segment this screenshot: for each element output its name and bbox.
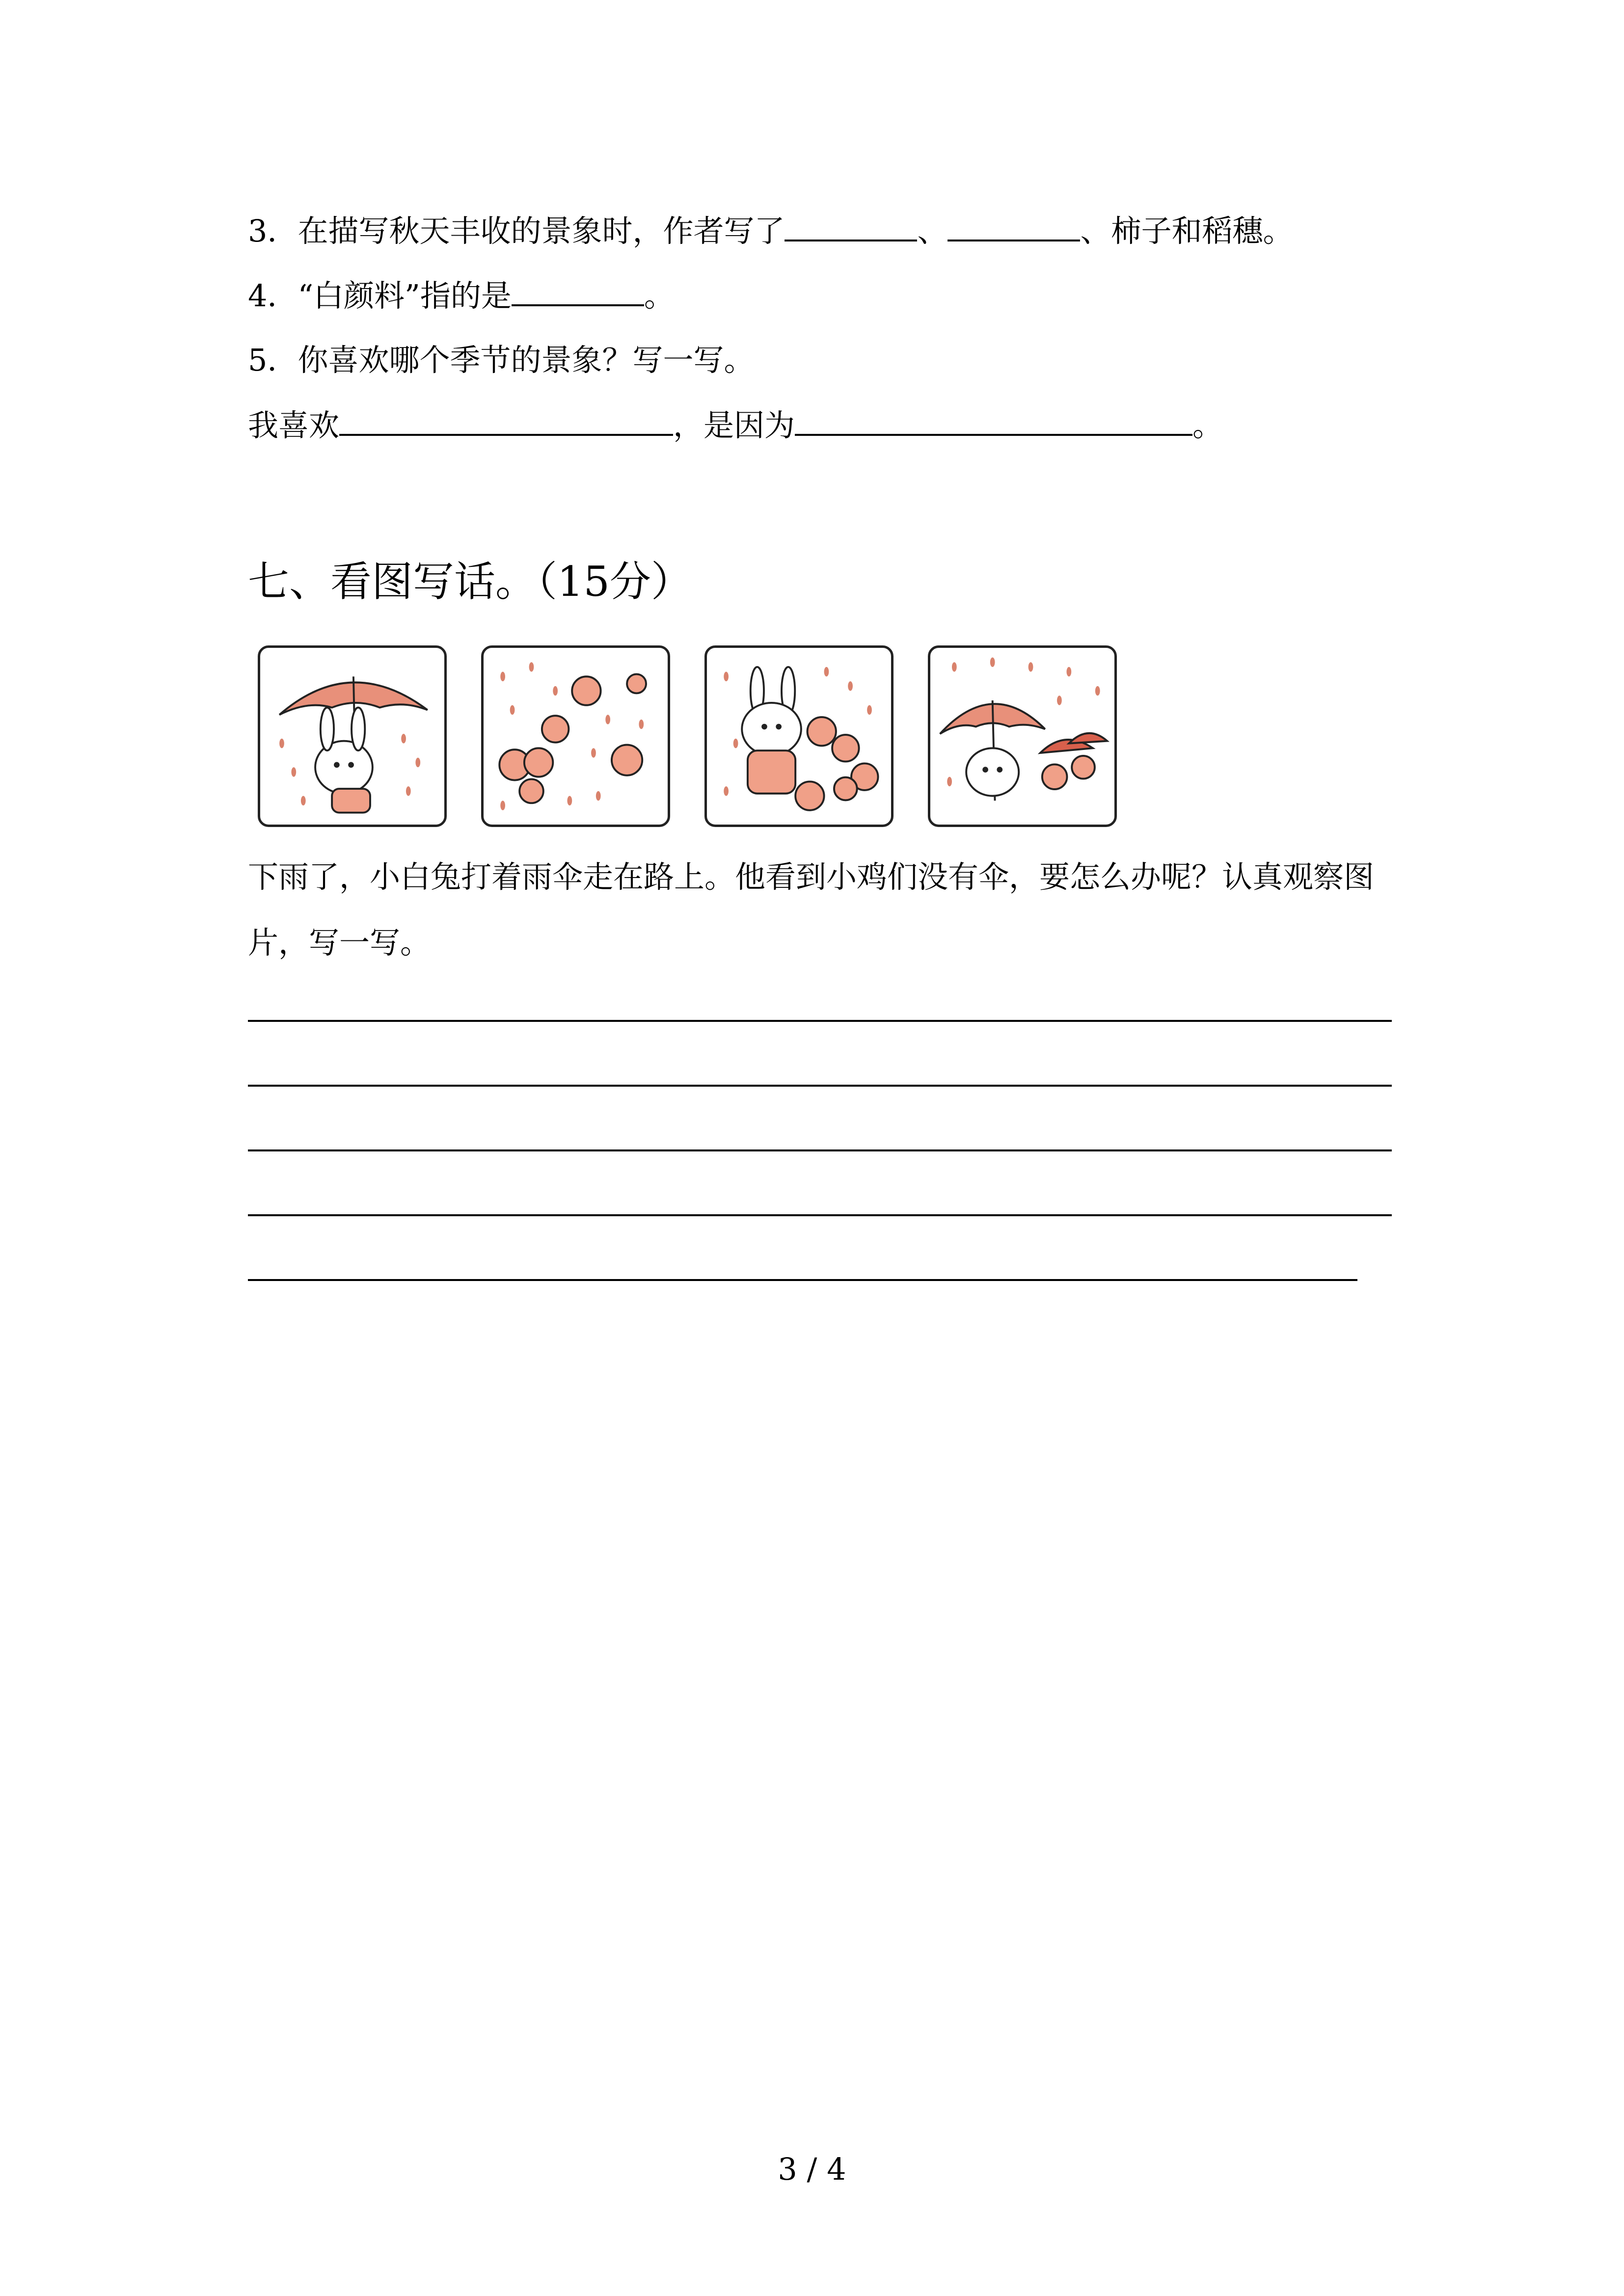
question-5-answer xyxy=(248,405,1223,445)
rabbit-and-chicks-under-mushrooms-illustration xyxy=(930,648,1114,825)
writing-prompt: 下雨了，小白兔打着雨伞走在路上。他看到小鸡们没有伞，要怎么办呢？认真观察图片，写一写。 xyxy=(248,859,1375,961)
answer-mid-label: ，是因为 xyxy=(673,407,795,443)
question-3 xyxy=(248,211,1293,251)
writing-line[interactable] xyxy=(248,1085,1392,1087)
writing-line[interactable] xyxy=(248,1279,1357,1281)
rabbit-with-chicks-illustration xyxy=(707,648,891,825)
writing-line[interactable] xyxy=(248,1214,1392,1216)
page-number: 3 / 4 xyxy=(778,2151,846,2187)
question-4-end: 。 xyxy=(644,278,675,314)
question-3-separator: 、 xyxy=(917,213,948,249)
rabbit-umbrella-illustration xyxy=(260,648,444,825)
answer-blank[interactable] xyxy=(785,211,917,241)
answer-start-label: 我喜欢 xyxy=(248,407,340,443)
question-4-text: 4．“白颜料”指的是 xyxy=(248,278,512,314)
section-title: 七、看图写话。（15分） xyxy=(248,558,692,606)
question-4 xyxy=(248,276,675,316)
picture-panel-4 xyxy=(928,645,1117,827)
picture-panel-2 xyxy=(481,645,670,827)
answer-end-label: 。 xyxy=(1192,407,1223,443)
question-3-end: 、柿子和稻穗。 xyxy=(1080,213,1294,249)
writing-line[interactable] xyxy=(248,1020,1392,1022)
answer-blank[interactable] xyxy=(512,276,644,306)
picture-panel-1 xyxy=(258,645,447,827)
picture-panel-3 xyxy=(704,645,893,827)
question-3-text: 3．在描写秋天丰收的景象时，作者写了 xyxy=(248,213,785,249)
answer-blank[interactable] xyxy=(947,211,1080,241)
chicks-in-rain-illustration xyxy=(484,648,668,825)
answer-blank[interactable] xyxy=(795,405,1192,436)
question-5 xyxy=(248,341,754,380)
answer-blank[interactable] xyxy=(339,405,673,436)
writing-line[interactable] xyxy=(248,1149,1392,1151)
question-5-text: 5．你喜欢哪个季节的景象？写一写。 xyxy=(248,342,755,378)
